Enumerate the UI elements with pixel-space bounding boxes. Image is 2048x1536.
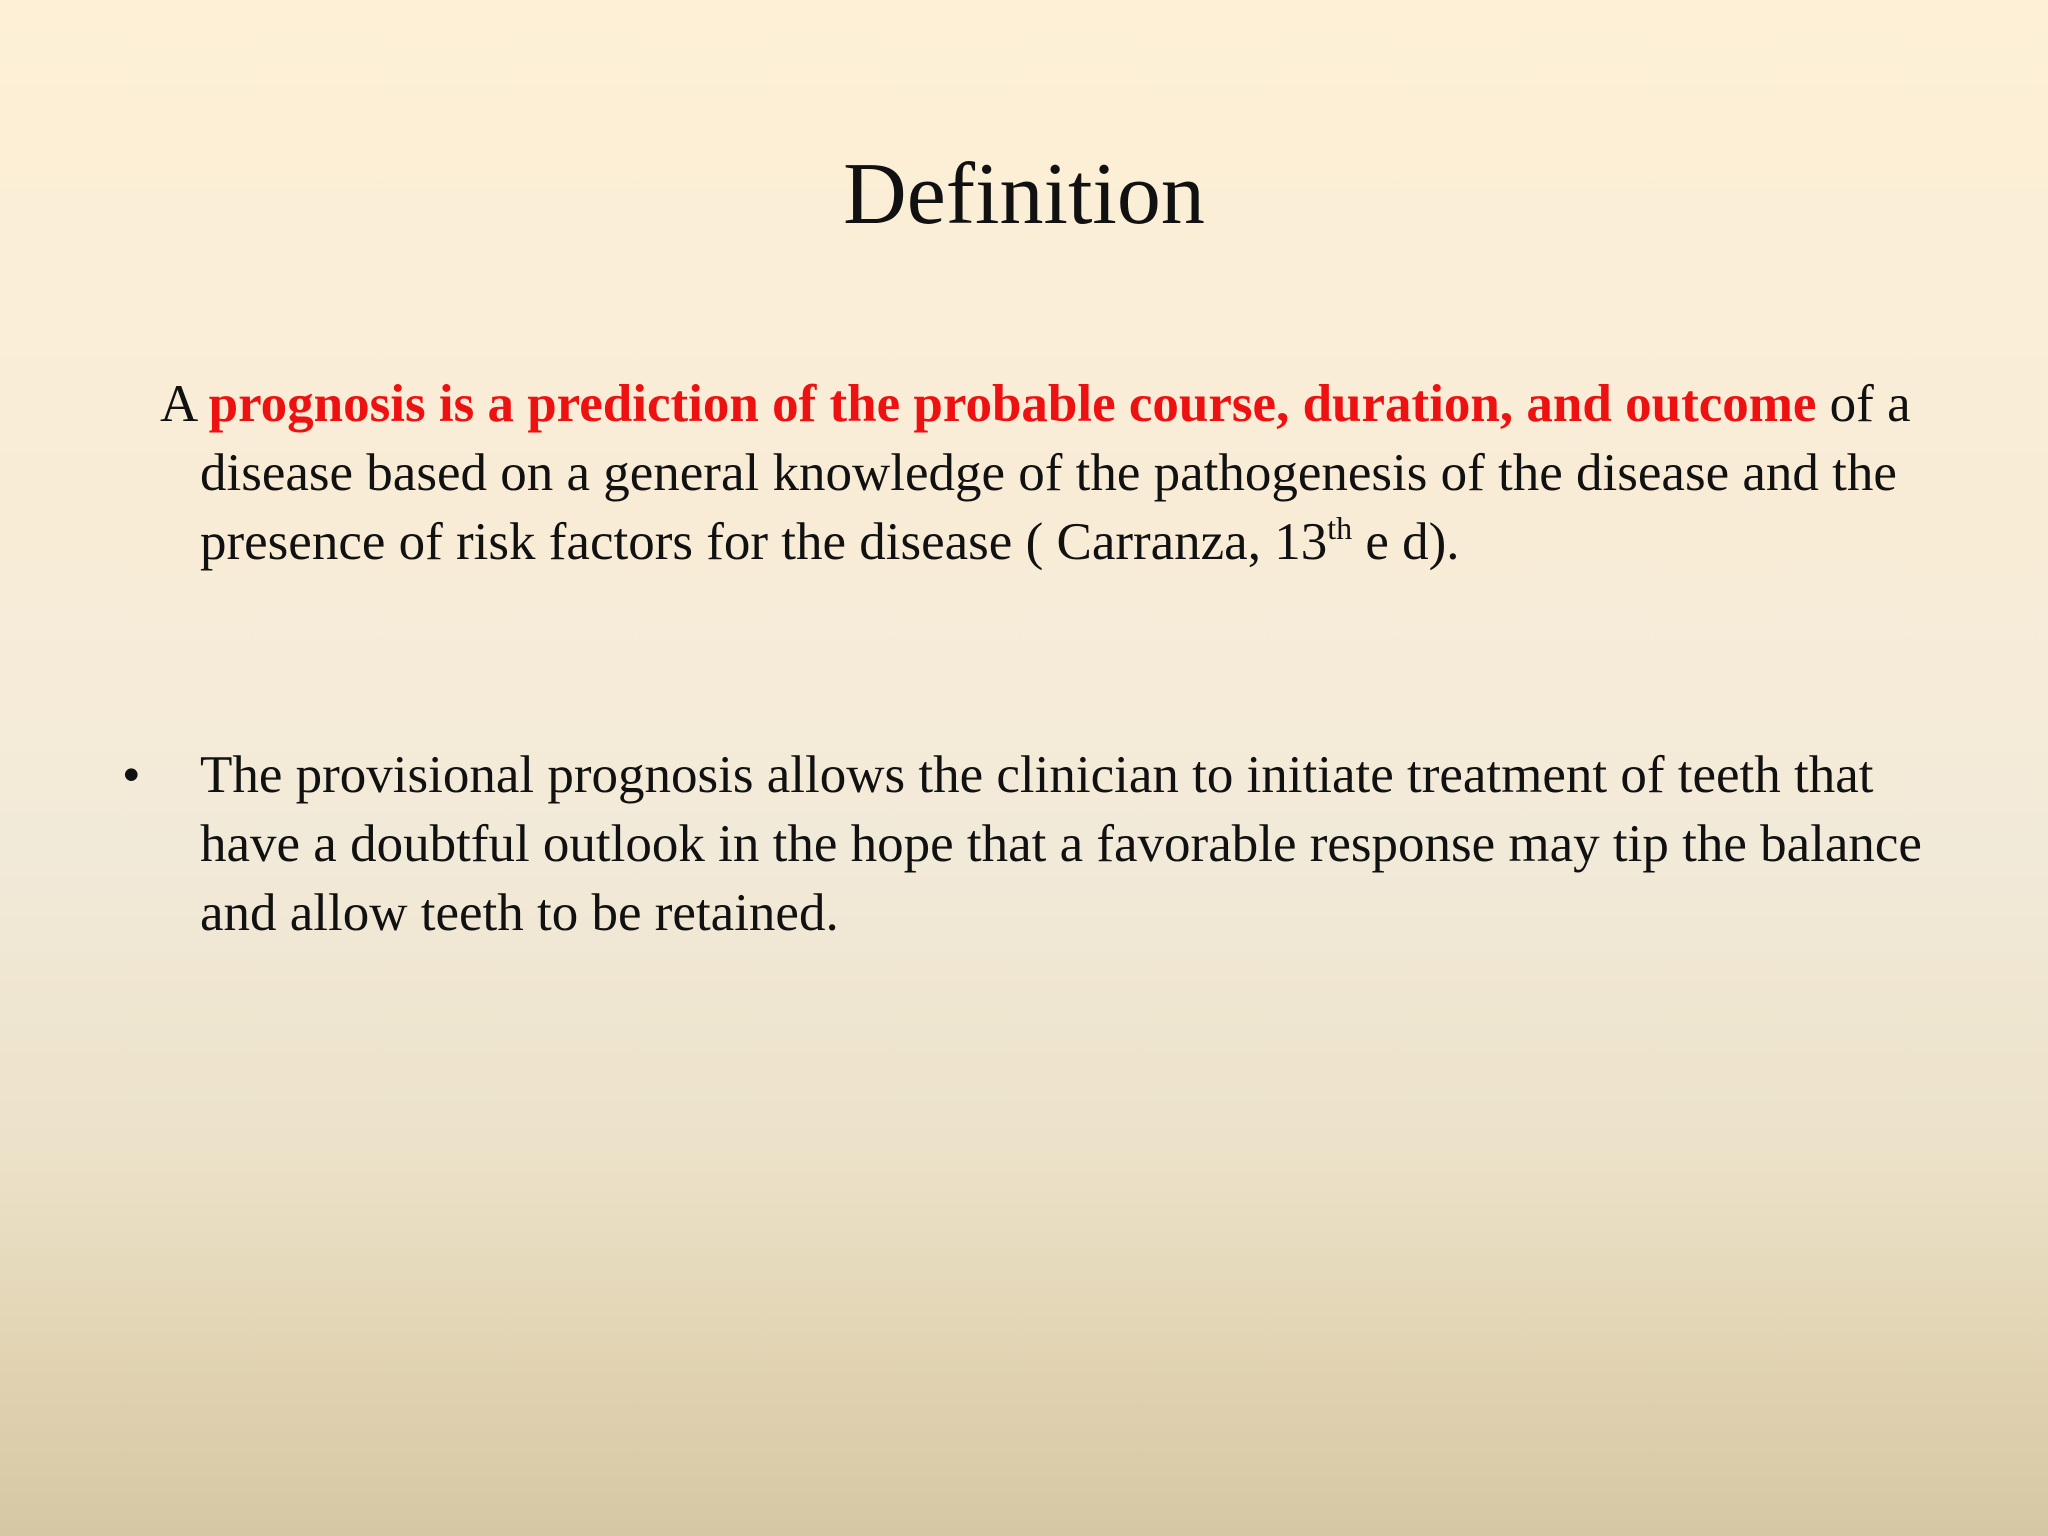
definition-body: of a disease based on a general knowledge of the pathogenesis of the disease and the presence of risk factors for the disease ( Carranza, 13 (200, 375, 1911, 571)
slide-title: Definition (843, 146, 1205, 243)
bullet-marker: • (122, 746, 141, 804)
definition-highlight: prognosis is a prediction of the probable course, duration, and outcome (208, 375, 1817, 433)
definition-paragraph (160, 370, 1940, 577)
definition-tail: e d). (1352, 513, 1460, 571)
ordinal-superscript: th (1327, 510, 1353, 546)
definition-lead: A (160, 375, 209, 433)
bullet-text: The provisional prognosis allows the clinician to initiate treatment of teeth that have a doubtful outlook in the hope that a favorable response may tip the balance and allow teeth to be retained. (200, 746, 1922, 942)
